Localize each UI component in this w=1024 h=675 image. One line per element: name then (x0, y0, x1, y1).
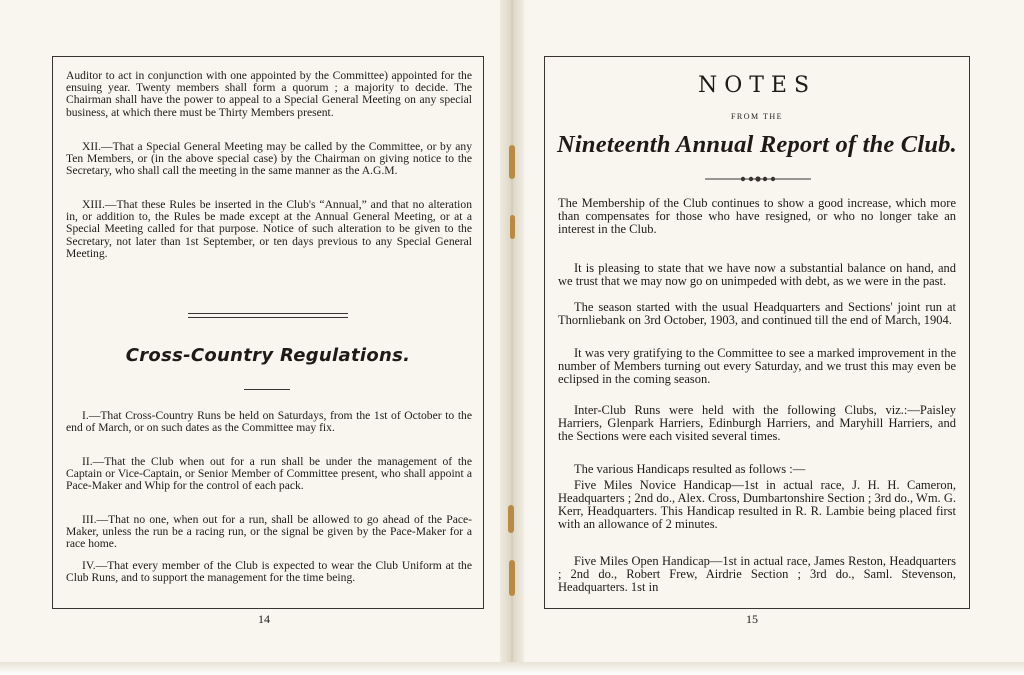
regulation-ii: II.—That the Club when out for a run shall be under the management of the Captain or Vice-Captain, or Senior Member of Committee present, who shall appoint a Pace-Maker and Whip for the control of each pack. (66, 455, 472, 493)
binding-stain (509, 145, 515, 179)
binding-stain (509, 560, 515, 596)
season-paragraph: The season started with the usual Headquarters and Sections' joint run at Thornliebank on 3rd October, 1903, and continued till the end of March, 1904. (558, 300, 956, 327)
ornament-divider (703, 172, 813, 186)
report-title: Nineteenth Annual Report of the Club. (557, 131, 957, 158)
regulation-i: I.—That Cross-Country Runs be held on Saturdays, from the 1st of October to the end of March, or on such dates as the Committee may fix. (66, 409, 472, 435)
open-handicap-paragraph: Five Miles Open Handicap—1st in actual race, James Reston, Headquarters ; 2nd do., Robert Frew, Airdrie Section ; 3rd do., Saml. Stevenson, Headquarters. 1st in (558, 554, 956, 594)
notes-heading: NOTES (697, 73, 817, 98)
page-edge (0, 662, 1024, 675)
inter-club-paragraph: Inter-Club Runs were held with the following Clubs, viz.:—Paisley Harriers, Glenpark Harriers, Edinburgh Harriers, and Maryhill Harriers, and the Sections were each visited several times. (558, 403, 956, 443)
short-divider (244, 389, 290, 390)
section-divider (188, 317, 348, 318)
committee-paragraph: It was very gratifying to the Committee to see a marked improvement in the number of Members turning out every Saturday, and we trust this may even be eclipsed in the coming season. (558, 346, 956, 386)
balance-paragraph: It is pleasing to state that we have now a substantial balance on hand, and we trust that we may now go on unimpeded with debt, as we were in the past. (558, 261, 956, 288)
regulation-iv: IV.—That every member of the Club is expected to wear the Club Uniform at the Club Runs, and to support the management for the time being. (66, 559, 472, 585)
membership-paragraph: The Membership of the Club continues to show a good increase, which more than compensates for those who have resigned, or who no longer take an interest in the Club. (558, 196, 956, 236)
rule-xiii-paragraph: XIII.—That these Rules be inserted in the Club's “Annual,” and that no alteration in, or addition to, the Rules be made except at the Annual General Meeting, or at a Special Meeting called for that purpose. Notice of such alteration to be given to the Secretary, not later than 1st September, or ten days previous to any Special General Meeting. (66, 198, 472, 260)
regulations-title: Cross-Country Regulations. (125, 345, 411, 366)
regulation-iii: III.—That no one, when out for a run, shall be allowed to go ahead of the Pace-Maker, unless the run be a racing run, or the signal be given by the Pace-Maker for a race home. (66, 513, 472, 551)
binding-stain (508, 505, 514, 533)
from-the-label: FROM THE (730, 112, 784, 121)
novice-handicap-paragraph: Five Miles Novice Handicap—1st in actual race, J. H. H. Cameron, Headquarters ; 2nd do., Alex. Cross, Dumbartonshire Section ; 3rd do., Wm. G. Kerr, Headquarters. This Handicap resulted in R. R. Lambie being placed first with an allowance of 2 minutes. (558, 478, 956, 531)
auditor-paragraph: Auditor to act in conjunction with one appointed by the Committee) appointed for the ensuing year. Twenty members shall form a quorum ; a majority to decide. The Chairman shall have the power to appeal to a Special General Meeting on any special business, at which there must be Thirty Members present. (66, 69, 472, 119)
binding-stain (510, 215, 515, 239)
rule-xii-paragraph: XII.—That a Special General Meeting may be called by the Committee, or by any Ten Members, or (in the above special case) by the Chairman on giving notice to the Secretary, who shall call the meeting in the same manner as the A.G.M. (66, 140, 472, 178)
page-number-right: 15 (746, 612, 758, 626)
handicaps-intro: The various Handicaps resulted as follows :— (574, 462, 806, 476)
section-divider (188, 313, 348, 314)
page-number-left: 14 (258, 612, 270, 626)
